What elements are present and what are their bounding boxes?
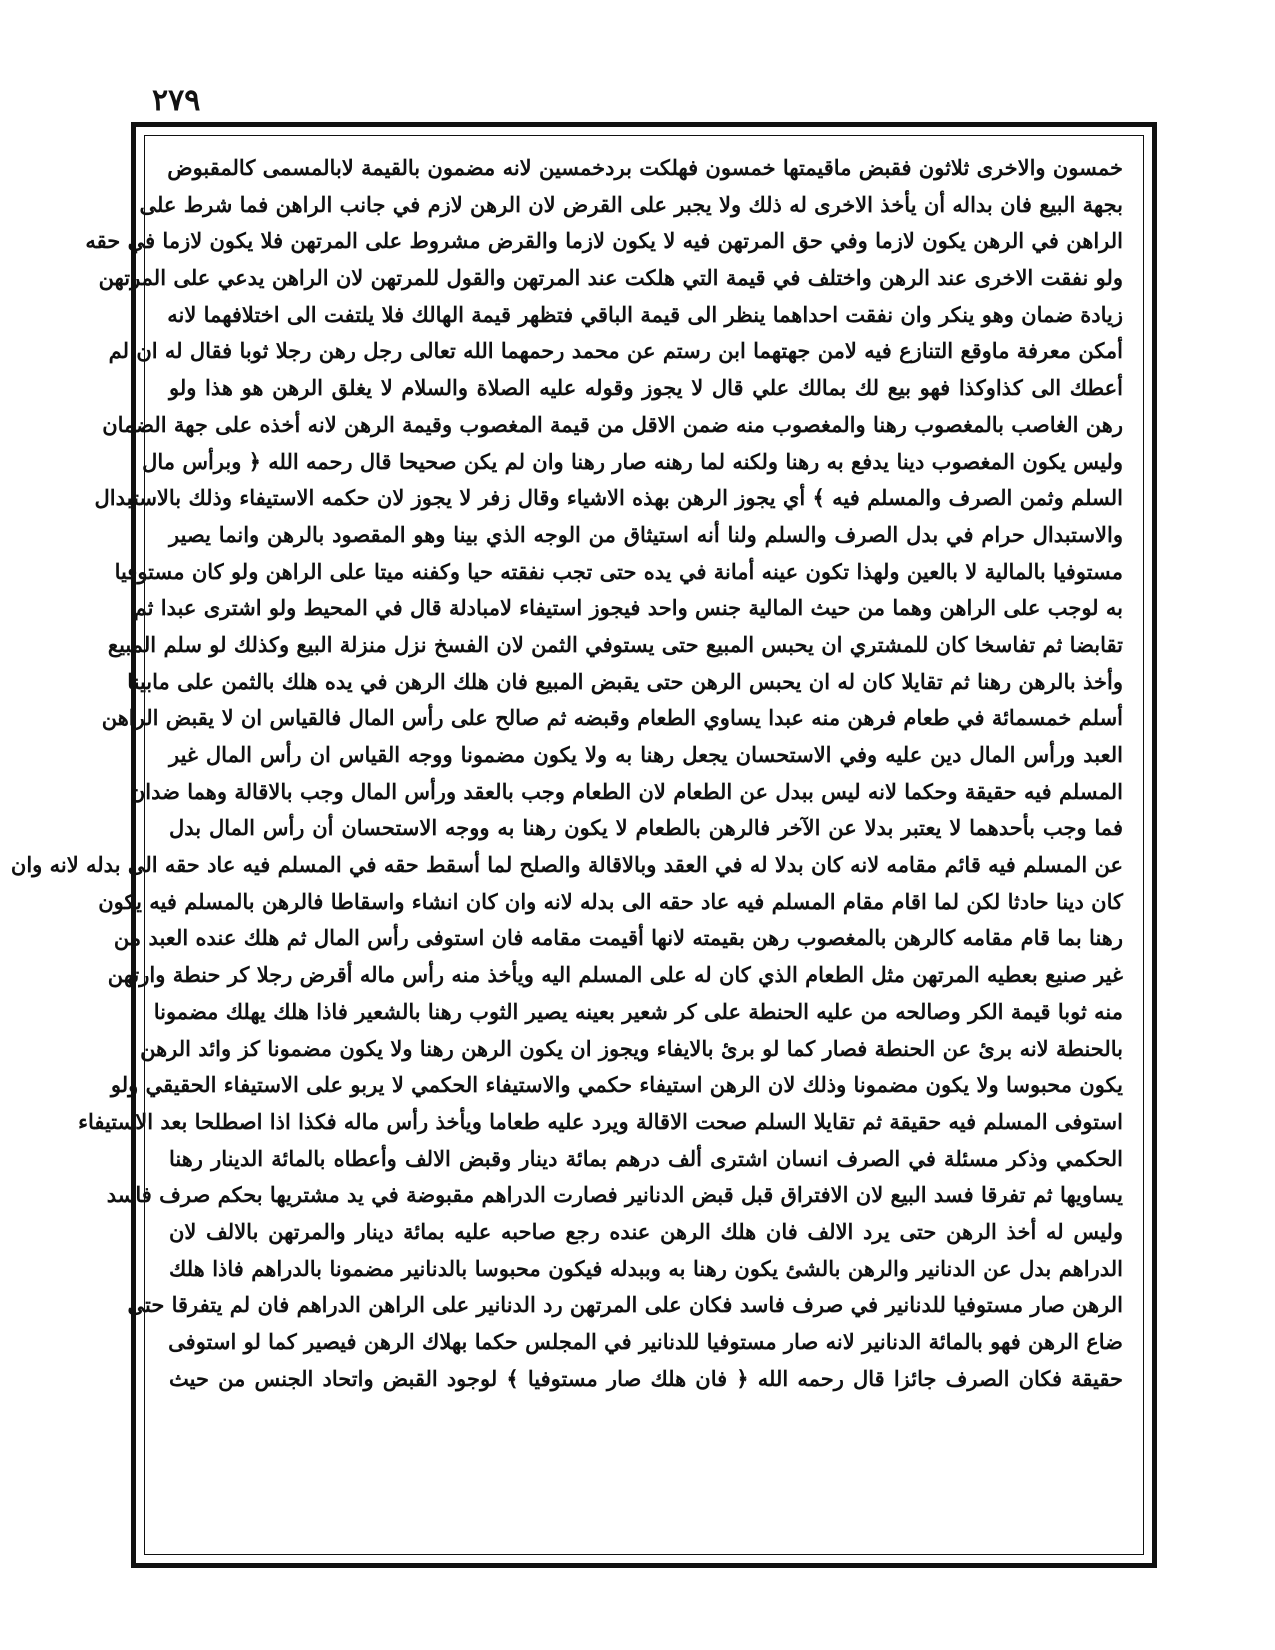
text-line: خمسون والاخرى ثلاثون فقبض ماقيمتها خمسون فهلكت بردخمسين لانه مضمون بالقيمة لابالمسمى كالمقبوض (167, 155, 1123, 180)
text-line: بجهة البيع فان بداله أن يأخذ الاخرى له ذلك ولا يجبر على القرض لان الرهن لازم في جانب الراهن فما شرط على (139, 191, 1123, 217)
text-line: العبد ورأس المال دين عليه وفي الاستحسان يجعل رهنا به ولا يكون مضمونا ووجه القياس ان رأس المال غير (169, 742, 1123, 767)
text-line: الرهن صار مستوفيا للدنانير في صرف فاسد فكان على المرتهن رد الدنانير على الراهن الدراهم فان لم يتفرقا حتى (127, 1292, 1123, 1318)
text-line: عن المسلم فيه قائم مقامه لانه كان بدلا له في العقد وبالاقالة والصلح لما أسقط حقه في المسلم فيه عاد حقه الى بدله لانه وان (10, 852, 1123, 878)
text-line: يكون محبوسا ولا يكون مضمونا وذلك لان الرهن استيفاء حكمي والاستيفاء الحكمي لا يربو على الاستيفاء الحقيقي ولو (110, 1072, 1123, 1098)
text-line: وليس له أخذ الرهن حتى يرد الالف فان هلك الرهن عنده رجع صاحبه عليه بمائة دينار والمرتهن بالالف لان (169, 1218, 1123, 1244)
text-line: الراهن في الرهن يكون لازما وفي حق المرتهن فيه لا يكون لازما والقرض مشروط على المرتهن فلا يكون لازما في حقه (85, 228, 1123, 254)
text-line: الدراهم بدل عن الدنانير والرهن بالشئ يكون رهنا به وببدله فيكون محبوسا بالدنانير مضمونا بالدراهم فاذا هلك (169, 1255, 1123, 1281)
text-line: أعطك الى كذاوكذا فهو بيع لك بمالك علي قال لا يجوز وقوله عليه الصلاة والسلام لا يغلق الرهن هو هذا ولو (169, 375, 1123, 401)
text-body (10, 150, 1123, 1534)
text-line (169, 1432, 1123, 1466)
text-line: الحكمي وذكر مسئلة في الصرف انسان اشترى ألف درهم بمائة دينار وقبض الالف وأعطاه بالمائة الدينار رهنا (169, 1145, 1123, 1171)
text-line: رهنا بما قام مقامه كالرهن بالمغصوب رهن بقيمته لانها أقيمت مقامه فان استوفى رأس المال ثم هلك عنده العبد من (113, 925, 1123, 951)
text-line: وأخذ بالرهن رهنا ثم تقايلا كان له ان يحبس الرهن حتى يقبض المبيع فان هلك الرهن في يده هلك بالثمن على مابينا (127, 668, 1123, 694)
text-line: والاستبدال حرام في بدل الصرف والسلم ولنا أنه استيثاق من الوجه الذي بينا وهو المقصود بالرهن وانما يصير (169, 521, 1123, 547)
text-line: كان دينا حادثا لكن لما اقام مقام المسلم فيه عاد حقه الى بدله لانه وان كان انشاء واسقاطا فالرهن بالمسلم فيه يكون (98, 888, 1123, 914)
text-line: أسلم خمسمائة في طعام فرهن منه عبدا يساوي الطعام وقبضه ثم صالح على رأس المال فالقياس ان لا يقبض الراهن (101, 705, 1123, 731)
page-number: ٢٧٩ (152, 83, 201, 118)
text-line (169, 1466, 1123, 1500)
text-line: منه ثوبا قيمة الكر وصالحه من عليه الحنطة على كر شعير بعينه يصير الثوب رهنا بالشعير فاذا هلك يهلك مضمونا (153, 998, 1123, 1024)
text-line (169, 1500, 1123, 1534)
text-line: السلم وثمن الصرف والمسلم فيه ﴾ أي يجوز الرهن بهذه الاشياء وقال زفر لا يجوز لان حكمه الاستيفاء وذلك بالاستبدال (94, 485, 1123, 511)
text-line: بالحنطة لانه برئ عن الحنطة فصار كما لو برئ بالايفاء ويجوز ان يكون الرهن رهنا ولا يكون مضمونا كز وائد الرهن (140, 1035, 1123, 1061)
text-line: استوفى المسلم فيه حقيقة ثم تقايلا السلم صحت الاقالة ويرد عليه طعاما ويأخذ رأس ماله فكذا اذا اصطلحا بعد الاستيفاء (78, 1108, 1123, 1134)
text-line: وليس يكون المغصوب دينا يدفع به رهنا ولكنه لما رهنه صار رهنا وان لم يكن صحيحا قال رحمه الله ﴿ وبرأس مال (142, 448, 1123, 474)
text-line: ولو نفقت الاخرى عند الرهن واختلف في قيمة التي هلكت عند المرتهن والقول للمرتهن لان الراهن يدعي على المرتهن (98, 265, 1123, 291)
page-border (10, 122, 1157, 1568)
text-line: ضاع الرهن فهو بالمائة الدنانير لانه صار مستوفيا للدنانير في المجلس حكما بهلاك الرهن فيصير كما لو استوفى (168, 1329, 1123, 1354)
text-line: يساويها ثم تفرقا فسد البيع لان الافتراق قبل قبض الدنانير فصارت الدراهم مقبوضة في يد مشتريها بحكم صرف فاسد (106, 1182, 1123, 1208)
text-line: رهن الغاصب بالمغصوب رهنا والمغصوب منه ضمن الاقل من قيمة المغصوب وقيمة الرهن لانه أخذه على جهة الضمان (102, 411, 1123, 437)
text-line: فما وجب بأحدهما لا يعتبر بدلا عن الآخر فالرهن بالطعام لا يكون رهنا به ووجه الاستحسان أن رأس المال بدل (169, 815, 1123, 841)
text-line: زيادة ضمان وهو ينكر وان نفقت احداهما ينظر الى قيمة الباقي فتظهر قيمة الهالك فلا يلتفت الى اختلافهما لانه (167, 301, 1123, 327)
text-line: المسلم فيه حقيقة وحكما لانه ليس ببدل عن الطعام لان الطعام وجب بالعقد ورأس المال وجب بالاقالة وهما ضدان (129, 778, 1123, 804)
text-line: حقيقة فكان الصرف جائزا قال رحمه الله ﴿ فان هلك صار مستوفيا ﴾ لوجود القبض واتحاد الجنس من حيث (169, 1365, 1123, 1391)
text-line: غير صنيع بعطيه المرتهن مثل الطعام الذي كان له على المسلم اليه ويأخذ منه رأس ماله أقرض رجلا كر حنطة وارتهن (107, 962, 1123, 988)
text-line: به لوجب على الراهن وهما من حيث المالية جنس واحد فيجوز استيفاء لامبادلة قال في المحيط ولو اشترى عبدا ثم (133, 595, 1123, 621)
text-line: تقابضا ثم تفاسخا كان للمشتري ان يحبس المبيع حتى يستوفي الثمن لان الفسخ نزل منزلة البيع وكذلك لو سلم المبيع (107, 631, 1123, 657)
text-line: أمكن معرفة ماوقع التنازع فيه لامن جهتهما ابن رستم عن محمد رحمهما الله تعالى رجل رهن رجلا ثوبا فقال له ان لم (108, 338, 1123, 364)
inner-border (10, 135, 1144, 1555)
text-line (169, 1397, 1123, 1431)
text-line: مستوفيا بالمالية لا بالعين ولهذا تكون عينه أمانة في يده حتى تجب نفقته حيا وكفنه ميتا على الراهن ولو كان مستوفيا (114, 558, 1123, 584)
